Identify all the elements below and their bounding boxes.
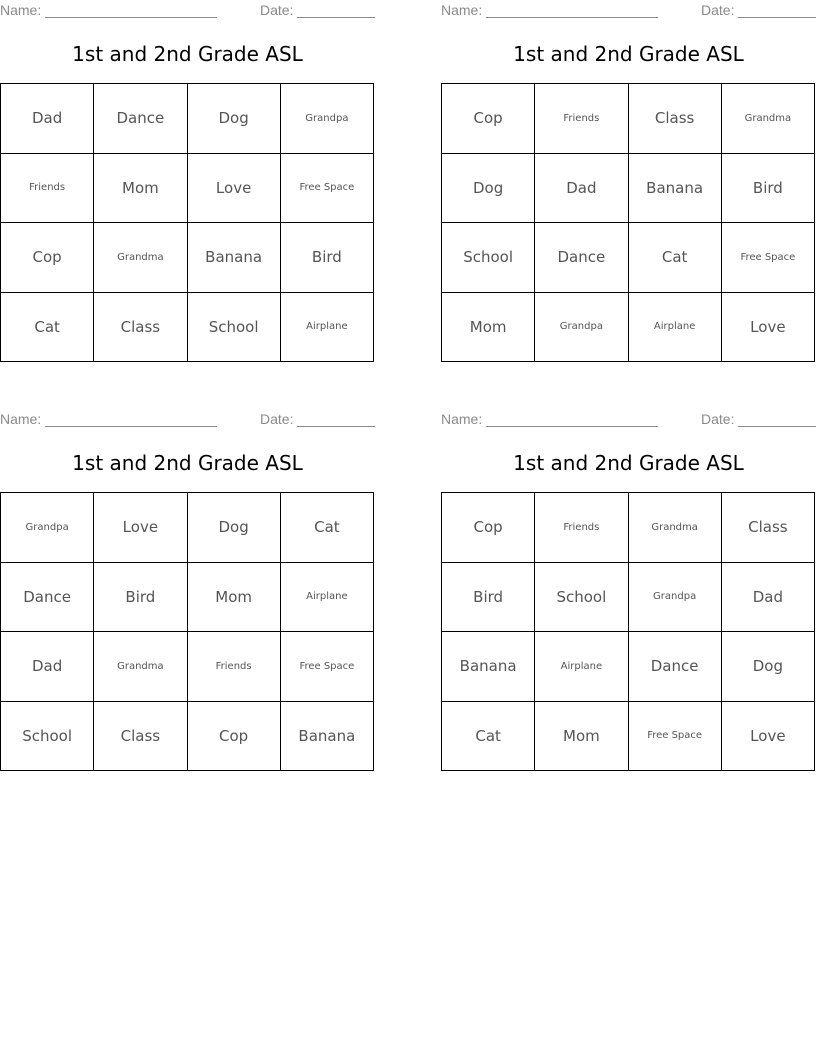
bingo-cell: School: [188, 293, 281, 363]
bingo-cell: Grandpa: [535, 293, 628, 363]
bingo-card: [441, 0, 816, 380]
bingo-cell: Cat: [442, 702, 535, 772]
bingo-cell: Cop: [442, 84, 535, 154]
bingo-cell: Free Space: [722, 223, 815, 293]
bingo-cell: School: [442, 223, 535, 293]
bingo-cell: Dance: [1, 563, 94, 633]
name-field[interactable]: [45, 17, 217, 18]
bingo-cell: Banana: [442, 632, 535, 702]
bingo-cell: Class: [629, 84, 722, 154]
bingo-cell: Bird: [722, 154, 815, 224]
bingo-cell: Cop: [442, 493, 535, 563]
date-field[interactable]: [738, 426, 816, 427]
bingo-cell: Cat: [629, 223, 722, 293]
bingo-cell: Dog: [188, 84, 281, 154]
bingo-cell: Dog: [188, 493, 281, 563]
bingo-cell: Love: [722, 293, 815, 363]
bingo-cell: Mom: [94, 154, 187, 224]
bingo-cell: Airplane: [629, 293, 722, 363]
bingo-cell: Dad: [722, 563, 815, 633]
bingo-cell: Dad: [1, 84, 94, 154]
name-date-row: [0, 2, 375, 20]
bingo-cell: Class: [94, 702, 187, 772]
bingo-cell: Bird: [281, 223, 374, 293]
bingo-cell: Friends: [535, 84, 628, 154]
bingo-cell: Grandpa: [1, 493, 94, 563]
bingo-grid: [0, 83, 374, 362]
bingo-cell: Free Space: [629, 702, 722, 772]
bingo-card: [0, 409, 375, 789]
bingo-cell: Mom: [188, 563, 281, 633]
name-label: Name:: [0, 411, 42, 427]
bingo-cell: Mom: [442, 293, 535, 363]
bingo-cell: Cop: [1, 223, 94, 293]
bingo-cell: Mom: [535, 702, 628, 772]
name-field[interactable]: [486, 17, 658, 18]
bingo-cell: Grandma: [722, 84, 815, 154]
bingo-cell: Cop: [188, 702, 281, 772]
bingo-cell: Dad: [535, 154, 628, 224]
bingo-grid: [441, 492, 815, 771]
name-date-row: [441, 2, 816, 20]
card-title: 1st and 2nd Grade ASL: [513, 451, 744, 475]
card-title: 1st and 2nd Grade ASL: [72, 451, 303, 475]
card-title: 1st and 2nd Grade ASL: [513, 42, 744, 66]
bingo-cell: Dad: [1, 632, 94, 702]
bingo-cell: Grandpa: [629, 563, 722, 633]
name-field[interactable]: [486, 426, 658, 427]
bingo-cell: Friends: [1, 154, 94, 224]
bingo-cell: Love: [94, 493, 187, 563]
bingo-cell: Dance: [629, 632, 722, 702]
bingo-cell: Grandma: [94, 632, 187, 702]
date-field[interactable]: [738, 17, 816, 18]
name-label: Name:: [441, 411, 483, 427]
bingo-cell: Banana: [629, 154, 722, 224]
bingo-cell: Dog: [442, 154, 535, 224]
name-label: Name:: [441, 2, 483, 18]
date-field[interactable]: [297, 17, 375, 18]
bingo-cell: Class: [722, 493, 815, 563]
bingo-cell: Airplane: [281, 293, 374, 363]
bingo-cell: Dance: [535, 223, 628, 293]
bingo-cell: Friends: [535, 493, 628, 563]
bingo-cell: Friends: [188, 632, 281, 702]
bingo-cell: Class: [94, 293, 187, 363]
bingo-cell: Airplane: [281, 563, 374, 633]
name-field[interactable]: [45, 426, 217, 427]
date-label: Date:: [701, 2, 735, 18]
bingo-cell: Bird: [94, 563, 187, 633]
date-label: Date:: [701, 411, 735, 427]
bingo-grid: [0, 492, 374, 771]
name-date-row: [441, 411, 816, 429]
bingo-cell: Cat: [1, 293, 94, 363]
bingo-cell: Love: [722, 702, 815, 772]
bingo-cell: Bird: [442, 563, 535, 633]
bingo-cell: Free Space: [281, 154, 374, 224]
bingo-cell: Banana: [188, 223, 281, 293]
bingo-cell: Grandpa: [281, 84, 374, 154]
bingo-cell: School: [1, 702, 94, 772]
bingo-cell: Dance: [94, 84, 187, 154]
bingo-cell: Cat: [281, 493, 374, 563]
bingo-cell: Dog: [722, 632, 815, 702]
name-date-row: [0, 411, 375, 429]
name-label: Name:: [0, 2, 42, 18]
date-label: Date:: [260, 2, 294, 18]
bingo-grid: [441, 83, 815, 362]
bingo-cell: Free Space: [281, 632, 374, 702]
bingo-card: [0, 0, 375, 380]
date-field[interactable]: [297, 426, 375, 427]
bingo-cell: Love: [188, 154, 281, 224]
bingo-cell: Airplane: [535, 632, 628, 702]
bingo-cell: Grandma: [629, 493, 722, 563]
bingo-cell: School: [535, 563, 628, 633]
bingo-cell: Grandma: [94, 223, 187, 293]
date-label: Date:: [260, 411, 294, 427]
bingo-card: [441, 409, 816, 789]
bingo-cell: Banana: [281, 702, 374, 772]
card-title: 1st and 2nd Grade ASL: [72, 42, 303, 66]
